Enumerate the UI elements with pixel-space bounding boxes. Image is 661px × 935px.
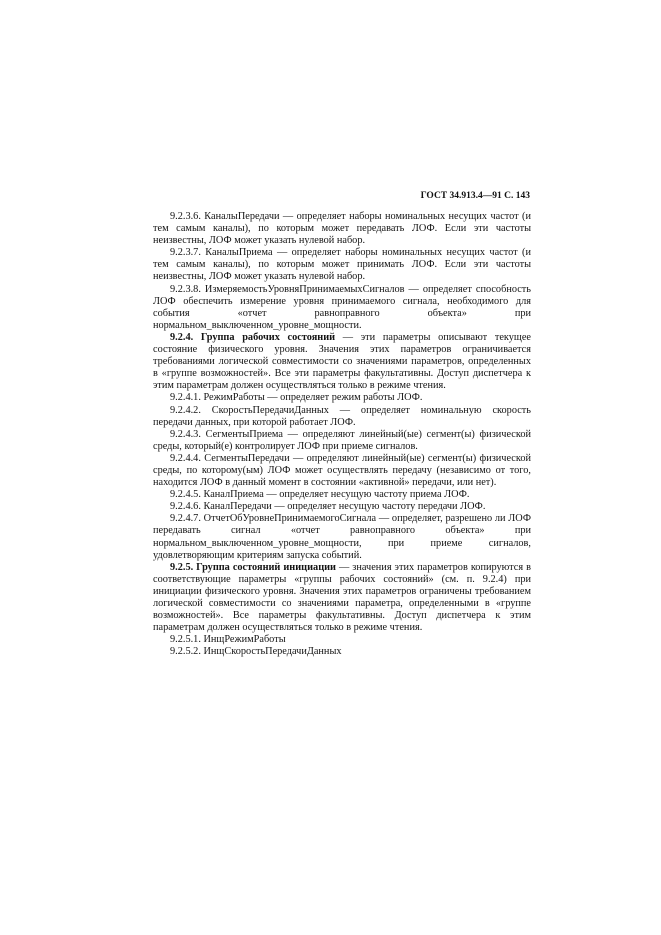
paragraph-9-2-4-7: 9.2.4.7. ОтчетОбУровнеПринимаемогоСигнала — определяет, разрешено ли ЛОФ передавать сигнал «отчет равноправного объекта» при нормальном_выключенном_уровне_мощности, при приеме сигналов, удовлетворяющим критериям запуска событий. <box>153 513 531 561</box>
paragraph-9-2-4-1: 9.2.4.1. РежимРаботы — определяет режим работы ЛОФ. <box>170 392 423 404</box>
paragraph-9-2-5: 9.2.5. Группа состояний инициации — значения этих параметров копируются в соответствующие параметры «группы рабочих состояний» (см. п. 9.2.4) при инициации физического уровня. Значения этих параметров ограничены требованием логической совместимости со значениями параметра, определенными в «группе возможностей». Все параметры факультативны. Доступ диспетчера к этим параметрам должен осуществляться только в режиме чтения. <box>153 561 531 634</box>
page-header: ГОСТ 34.913.4—91 С. 143 <box>420 191 530 201</box>
paragraph-9-2-4-5: 9.2.4.5. КаналПриема — определяет несущую частоту приема ЛОФ. <box>170 489 470 501</box>
paragraph-9-2-4-2: 9.2.4.2. СкоростьПередачиДанных — определяет номинальную скорость передачи данных, при которой работает ЛОФ. <box>153 404 531 428</box>
paragraph-9-2-4: 9.2.4. Группа рабочих состояний — эти параметры описывают текущее состояние физического уровня. Значения этих параметров ограничивается требованиями логической совместимости со значениями параметров, определенных в «группе возможностей». Все эти параметры факультативны. Доступ диспетчера к этим параметрам должен осуществляться только в режиме чтения. <box>153 331 531 392</box>
paragraph-9-2-3-7: 9.2.3.7. КаналыПриема — определяет наборы номинальных несущих частот (и тем самым каналы), по которым может принимать ЛОФ. Если эти частоты неизвестны, ЛОФ может указать нулевой набор. <box>153 247 531 283</box>
paragraph-9-2-5-2: 9.2.5.2. ИнщСкоростьПередачиДанных <box>170 646 342 658</box>
paragraph-9-2-4-6: 9.2.4.6. КаналПередачи — определяет несущую частоту передачи ЛОФ. <box>170 501 486 513</box>
paragraph-9-2-3-6: 9.2.3.6. КаналыПередачи — определяет наборы номинальных несущих частот (и тем самым каналы), по которым может передавать ЛОФ. Если эти частоты неизвестны, ЛОФ может указать нулевой набор. <box>153 211 531 247</box>
paragraph-9-2-3-8: 9.2.3.8. ИзмеряемостьУровняПринимаемыхСигналов — определяет способность ЛОФ обеспечить измерение уровня принимаемого сигнала, необходимого для события «отчет равноправного объекта» при нормальном_выключенном_уровне_мощности. <box>153 283 531 331</box>
paragraph-9-2-5-1: 9.2.5.1. ИнщРежимРаботы <box>170 634 286 646</box>
paragraph-9-2-4-3: 9.2.4.3. СегментыПриема — определяют линейный(ые) сегмент(ы) физической среды, который(е) контролирует ЛОФ при приеме сигналов. <box>153 428 531 452</box>
paragraph-9-2-4-4: 9.2.4.4. СегментыПередачи — определяют линейный(ые) сегмент(ы) физической среды, по которому(ым) ЛОФ может осуществлять передачу (независимо от того, находится ЛОФ в данный момент в состоянии «активной» передачи, или нет). <box>153 452 531 489</box>
document-body <box>153 211 531 658</box>
